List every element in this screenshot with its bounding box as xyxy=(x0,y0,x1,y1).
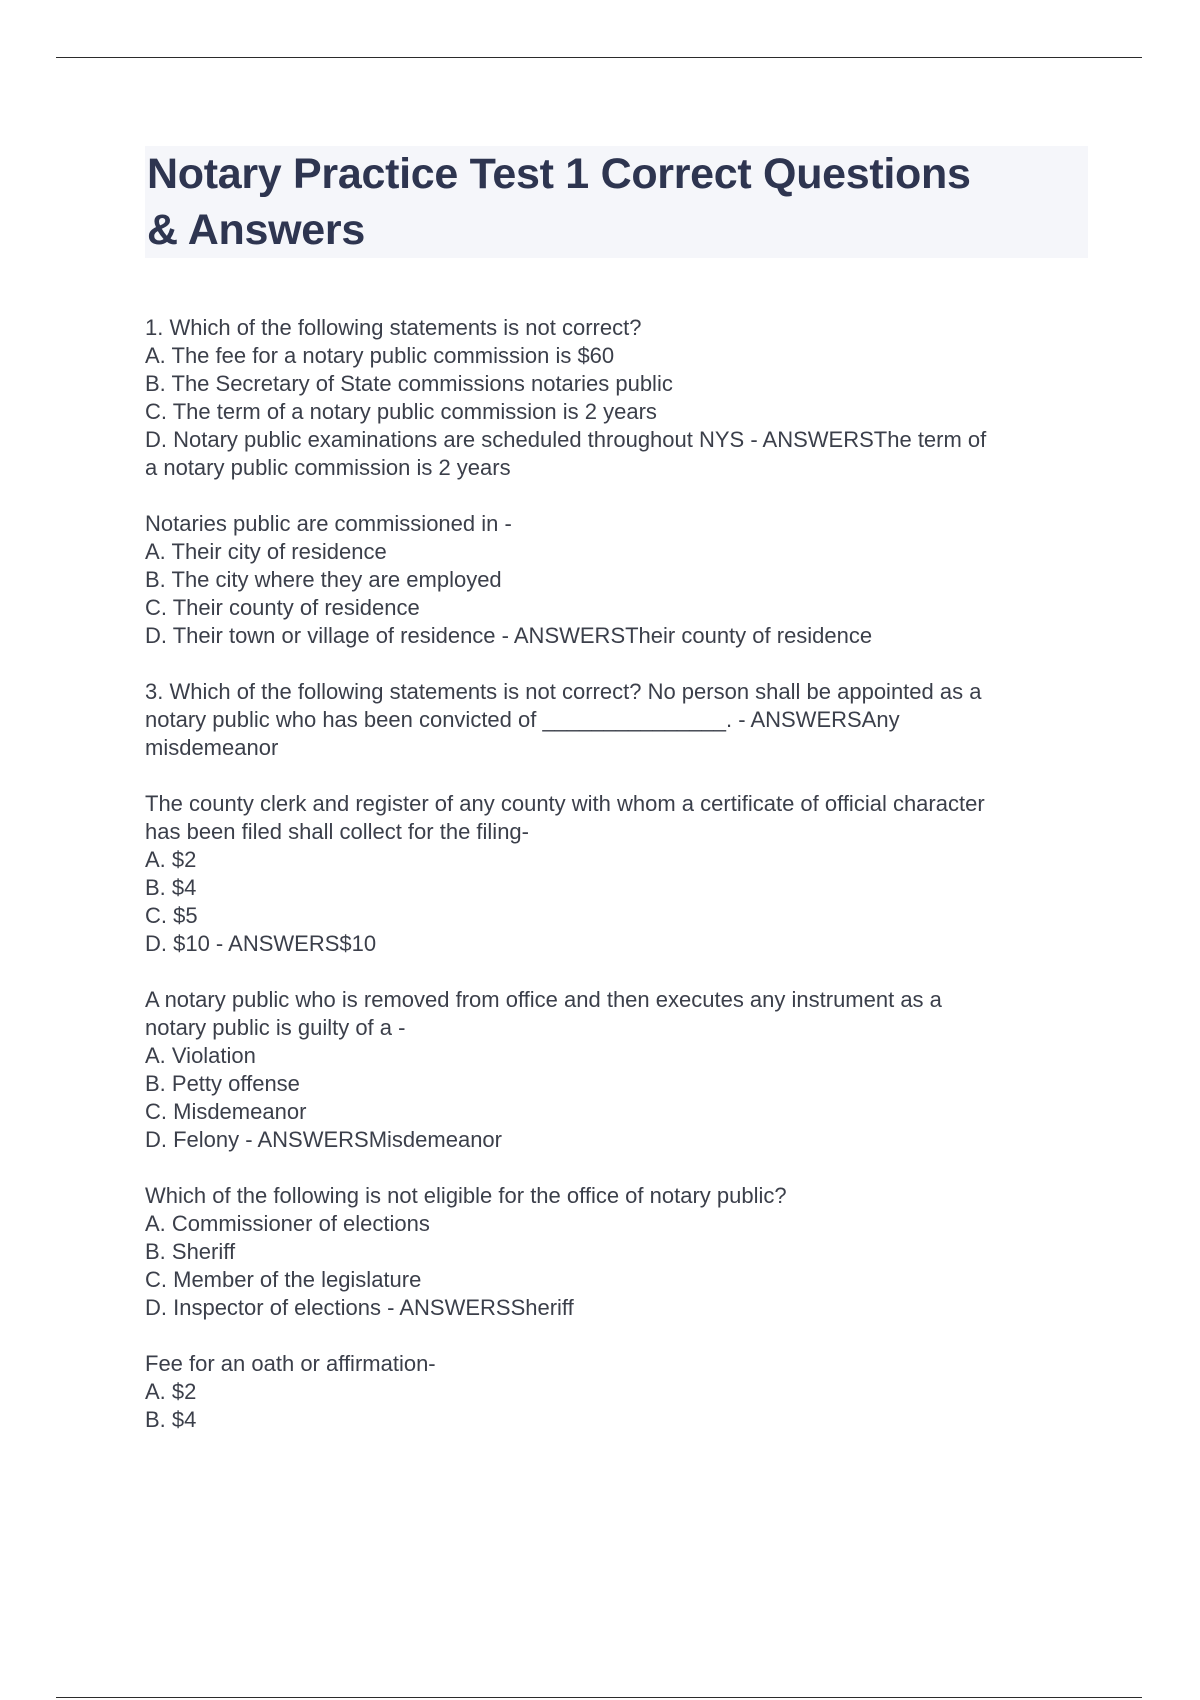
question-block xyxy=(145,986,1088,1154)
question-line: 3. Which of the following statements is not correct? No person shall be appointed as a xyxy=(145,679,982,704)
question-line: has been filed shall collect for the filing- xyxy=(145,819,529,844)
option-line: C. The term of a notary public commission is 2 years xyxy=(145,399,657,424)
option-line: B. Sheriff xyxy=(145,1239,236,1264)
option-line: D. Their town or village of residence - ANSWERSTheir county of residence xyxy=(145,623,873,648)
option-line: D. Felony - ANSWERSMisdemeanor xyxy=(145,1127,502,1152)
option-line: D. Notary public examinations are scheduled throughout NYS - ANSWERSThe term of xyxy=(145,427,987,452)
question-list xyxy=(145,314,1088,1434)
question-line: 1. Which of the following statements is not correct? xyxy=(145,315,642,340)
answer-line: a notary public commission is 2 years xyxy=(145,455,511,480)
option-line: A. The fee for a notary public commission is $60 xyxy=(145,343,615,368)
option-line: C. $5 xyxy=(145,903,198,928)
title-line: Notary Practice Test 1 Correct Questions xyxy=(147,150,971,198)
option-line: B. The Secretary of State commissions notaries public xyxy=(145,371,673,396)
question-line: notary public is guilty of a - xyxy=(145,1015,406,1040)
option-line: A. Violation xyxy=(145,1043,256,1068)
option-line: D. Inspector of elections - ANSWERSSheriff xyxy=(145,1295,574,1320)
bottom-rule xyxy=(56,1697,1142,1698)
question-line: Which of the following is not eligible for the office of notary public? xyxy=(145,1183,787,1208)
question-line: Fee for an oath or affirmation- xyxy=(145,1351,436,1376)
question-block xyxy=(145,510,1088,650)
option-line: D. $10 - ANSWERS$10 xyxy=(145,931,377,956)
option-line: B. The city where they are employed xyxy=(145,567,502,592)
option-line: B. Petty offense xyxy=(145,1071,300,1096)
option-line: C. Misdemeanor xyxy=(145,1099,307,1124)
question-block xyxy=(145,678,1088,762)
question-line: Notaries public are commissioned in - xyxy=(145,511,512,536)
question-line: A notary public who is removed from office and then executes any instrument as a xyxy=(145,987,942,1012)
question-block xyxy=(145,314,1088,482)
page-title xyxy=(145,146,1088,258)
question-block xyxy=(145,1182,1088,1322)
option-line: A. $2 xyxy=(145,1379,197,1404)
option-line: B. $4 xyxy=(145,875,197,900)
question-line: The county clerk and register of any county with whom a certificate of official character xyxy=(145,791,985,816)
top-rule xyxy=(56,57,1142,58)
option-line: B. $4 xyxy=(145,1407,197,1432)
question-line: notary public who has been convicted of _______________. - ANSWERSAny xyxy=(145,707,900,732)
option-line: A. Commissioner of elections xyxy=(145,1211,430,1236)
option-line: C. Their county of residence xyxy=(145,595,420,620)
answer-line: misdemeanor xyxy=(145,735,279,760)
option-line: A. Their city of residence xyxy=(145,539,387,564)
question-block xyxy=(145,790,1088,958)
option-line: A. $2 xyxy=(145,847,197,872)
question-block xyxy=(145,1350,1088,1434)
page-content xyxy=(145,146,1088,1462)
title-line: & Answers xyxy=(147,206,365,254)
option-line: C. Member of the legislature xyxy=(145,1267,422,1292)
